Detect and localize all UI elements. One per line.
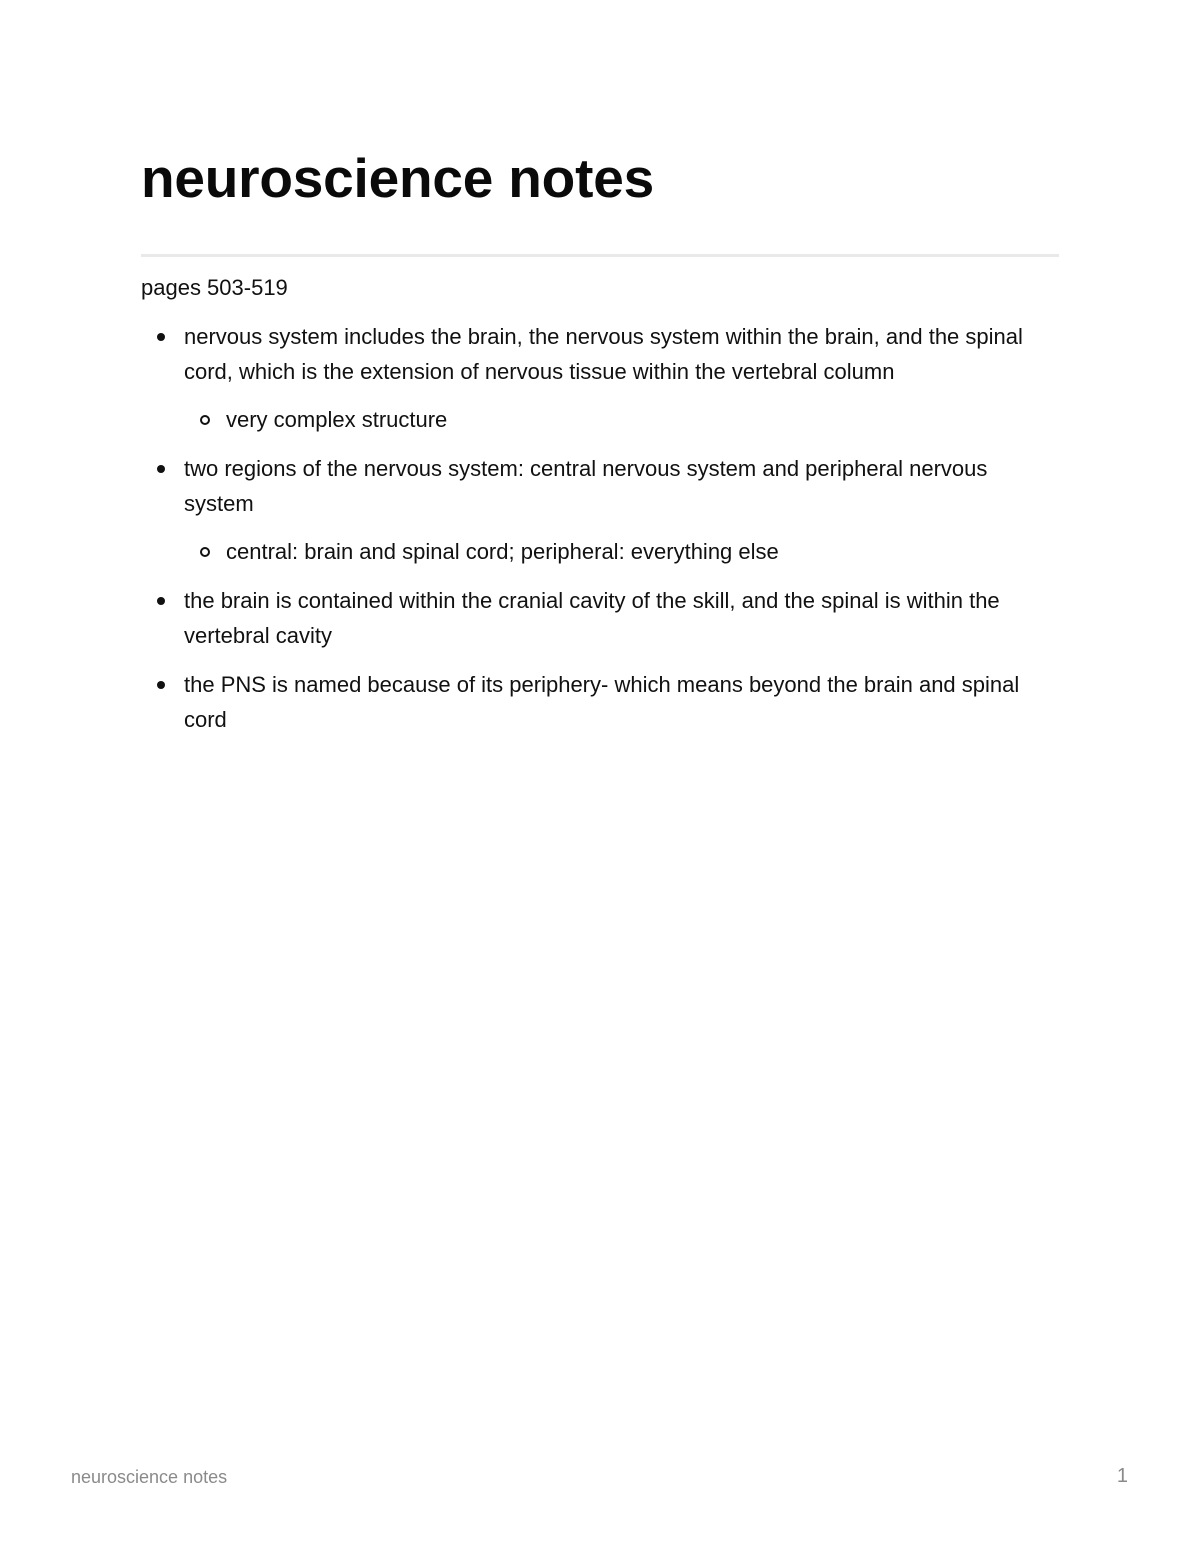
page-title: neuroscience notes: [141, 147, 654, 209]
sub-list-item: [226, 402, 1059, 437]
note-body: [141, 270, 1059, 751]
sub-list-item-text: very complex structure: [226, 407, 448, 432]
list-item: [184, 583, 1059, 653]
filled-bullet-icon: [157, 681, 165, 689]
sub-bullet-list: [184, 534, 1059, 569]
bullet-list: [141, 319, 1059, 737]
list-item: [184, 319, 1059, 437]
list-item: [184, 451, 1059, 569]
list-item: [184, 667, 1059, 737]
hollow-bullet-icon: [200, 415, 210, 425]
list-item-text: nervous system includes the brain, the nervous system within the brain, and the spinal cord, which is the extension of nervous tissue within the vertebral column: [184, 324, 1023, 384]
pages-line: pages 503-519: [141, 275, 288, 300]
sub-list-item: [226, 534, 1059, 569]
filled-bullet-icon: [157, 597, 165, 605]
list-item-text: two regions of the nervous system: central nervous system and peripheral nervous system: [184, 456, 988, 516]
list-item-text: the brain is contained within the cranial cavity of the skill, and the spinal is within the vertebral cavity: [184, 588, 1000, 648]
filled-bullet-icon: [157, 333, 165, 341]
hollow-bullet-icon: [200, 547, 210, 557]
sub-list-item-text: central: brain and spinal cord; peripheral: everything else: [226, 539, 779, 564]
footer-page-number: 1: [1116, 1465, 1128, 1487]
filled-bullet-icon: [157, 465, 165, 473]
list-item-text: the PNS is named because of its periphery- which means beyond the brain and spinal cord: [184, 672, 1020, 732]
footer-title: neuroscience notes: [71, 1467, 228, 1487]
sub-bullet-list: [184, 402, 1059, 437]
title-divider: [141, 254, 1059, 257]
